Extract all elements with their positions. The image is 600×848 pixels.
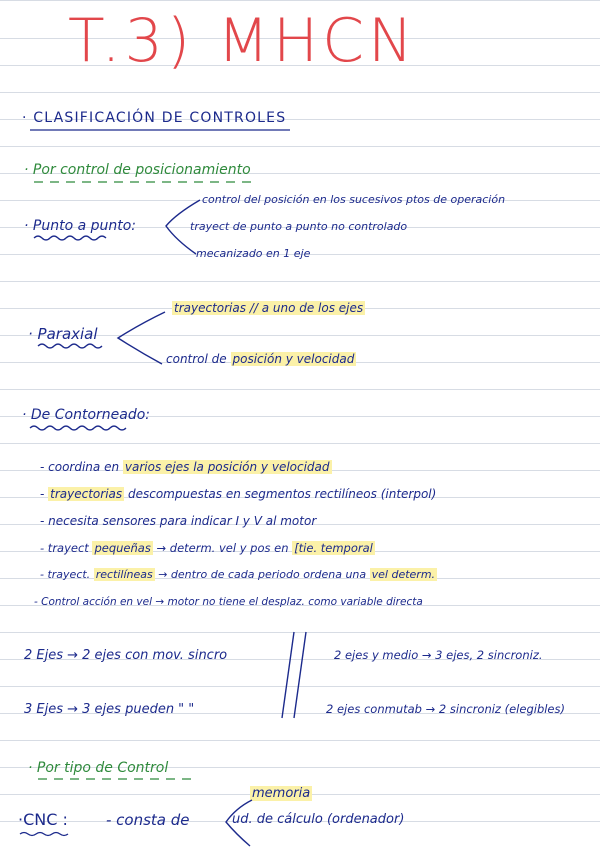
contorneado-bullet: - Control acción en vel → motor no tiene el desplaz. como variable directa bbox=[34, 596, 423, 608]
contorneado-bullet bbox=[40, 460, 332, 474]
bullet-highlight: rectilíneas bbox=[95, 568, 153, 581]
bullet-text: - bbox=[40, 487, 49, 501]
wavy-underline-paraxial bbox=[38, 344, 102, 348]
page-title: T.3) MHCN bbox=[68, 6, 417, 76]
section-heading-clasificacion: · CLASIFICACIÓN DE CONTROLES bbox=[22, 110, 287, 126]
bullet-text: - trayect bbox=[40, 541, 93, 555]
paraxial-item2 bbox=[166, 352, 356, 366]
ejes-row1-right: 2 ejes y medio → 3 ejes, 2 sincroniz. bbox=[334, 648, 543, 662]
punto-item: mecanizado en 1 eje bbox=[196, 247, 311, 260]
contorneado-bullet bbox=[40, 487, 436, 501]
paraxial-item-highlight: trayectorias // a uno de los ejes bbox=[174, 301, 364, 315]
bullet-text-after: descompuestas en segmentos rectilíneos (interpol) bbox=[124, 487, 437, 501]
bullet-highlight-2: vel determ. bbox=[371, 568, 436, 581]
contorneado-bullet bbox=[40, 541, 375, 555]
ejes-row2-left: 3 Ejes → 3 ejes pueden " " bbox=[24, 702, 195, 717]
bullet-highlight: pequeñas bbox=[94, 541, 151, 555]
bullet-highlight: varios ejes la posición y velocidad bbox=[124, 460, 330, 474]
bullet-highlight-2: [tie. temporal bbox=[294, 541, 373, 555]
label-paraxial: · Paraxial bbox=[28, 325, 98, 343]
bullet-text: - trayect. bbox=[40, 568, 94, 581]
wavy-underline-punto bbox=[34, 236, 106, 240]
bullet-highlight: trayectorias bbox=[50, 487, 123, 501]
ejes-row2-right: 2 ejes conmutab → 2 sincroniz (elegibles) bbox=[326, 702, 565, 716]
bullet-text: - coordina en bbox=[40, 460, 123, 474]
brace-paraxial bbox=[118, 312, 165, 364]
paraxial-item2-highlight: posición y velocidad bbox=[232, 352, 355, 366]
cnc-prefix: - consta de bbox=[106, 811, 190, 829]
cnc-item-calculo: ud. de cálculo (ordenador) bbox=[232, 812, 405, 827]
ejes-row1-left: 2 Ejes → 2 ejes con mov. sincro bbox=[24, 648, 228, 663]
paraxial-item2-prefix: control de bbox=[166, 352, 231, 366]
wavy-underline-cnc bbox=[20, 833, 68, 836]
label-punto-a-punto: · Punto a punto: bbox=[24, 218, 137, 234]
heading-contorneado: · De Contorneado: bbox=[22, 407, 151, 423]
divider-line bbox=[294, 632, 306, 718]
bullet-text-after: → dentro de cada periodo ordena una bbox=[154, 568, 370, 581]
heading-tipo-control: · Por tipo de Control bbox=[28, 760, 169, 776]
heading-posicionamiento: · Por control de posicionamiento bbox=[24, 162, 251, 178]
punto-item: control del posición en los sucesivos ptos de operación bbox=[202, 193, 506, 206]
punto-item: trayect de punto a punto no controlado bbox=[190, 220, 408, 233]
divider-line bbox=[282, 632, 294, 718]
contorneado-bullet: - necesita sensores para indicar I y V al motor bbox=[40, 514, 317, 528]
wavy-underline-contorneado bbox=[30, 426, 126, 430]
cnc-item-memoria: memoria bbox=[252, 786, 311, 801]
bullet-text-after: → determ. vel y pos en bbox=[152, 541, 293, 555]
contorneado-bullet bbox=[40, 568, 437, 581]
label-cnc: ·CNC : bbox=[18, 810, 68, 829]
